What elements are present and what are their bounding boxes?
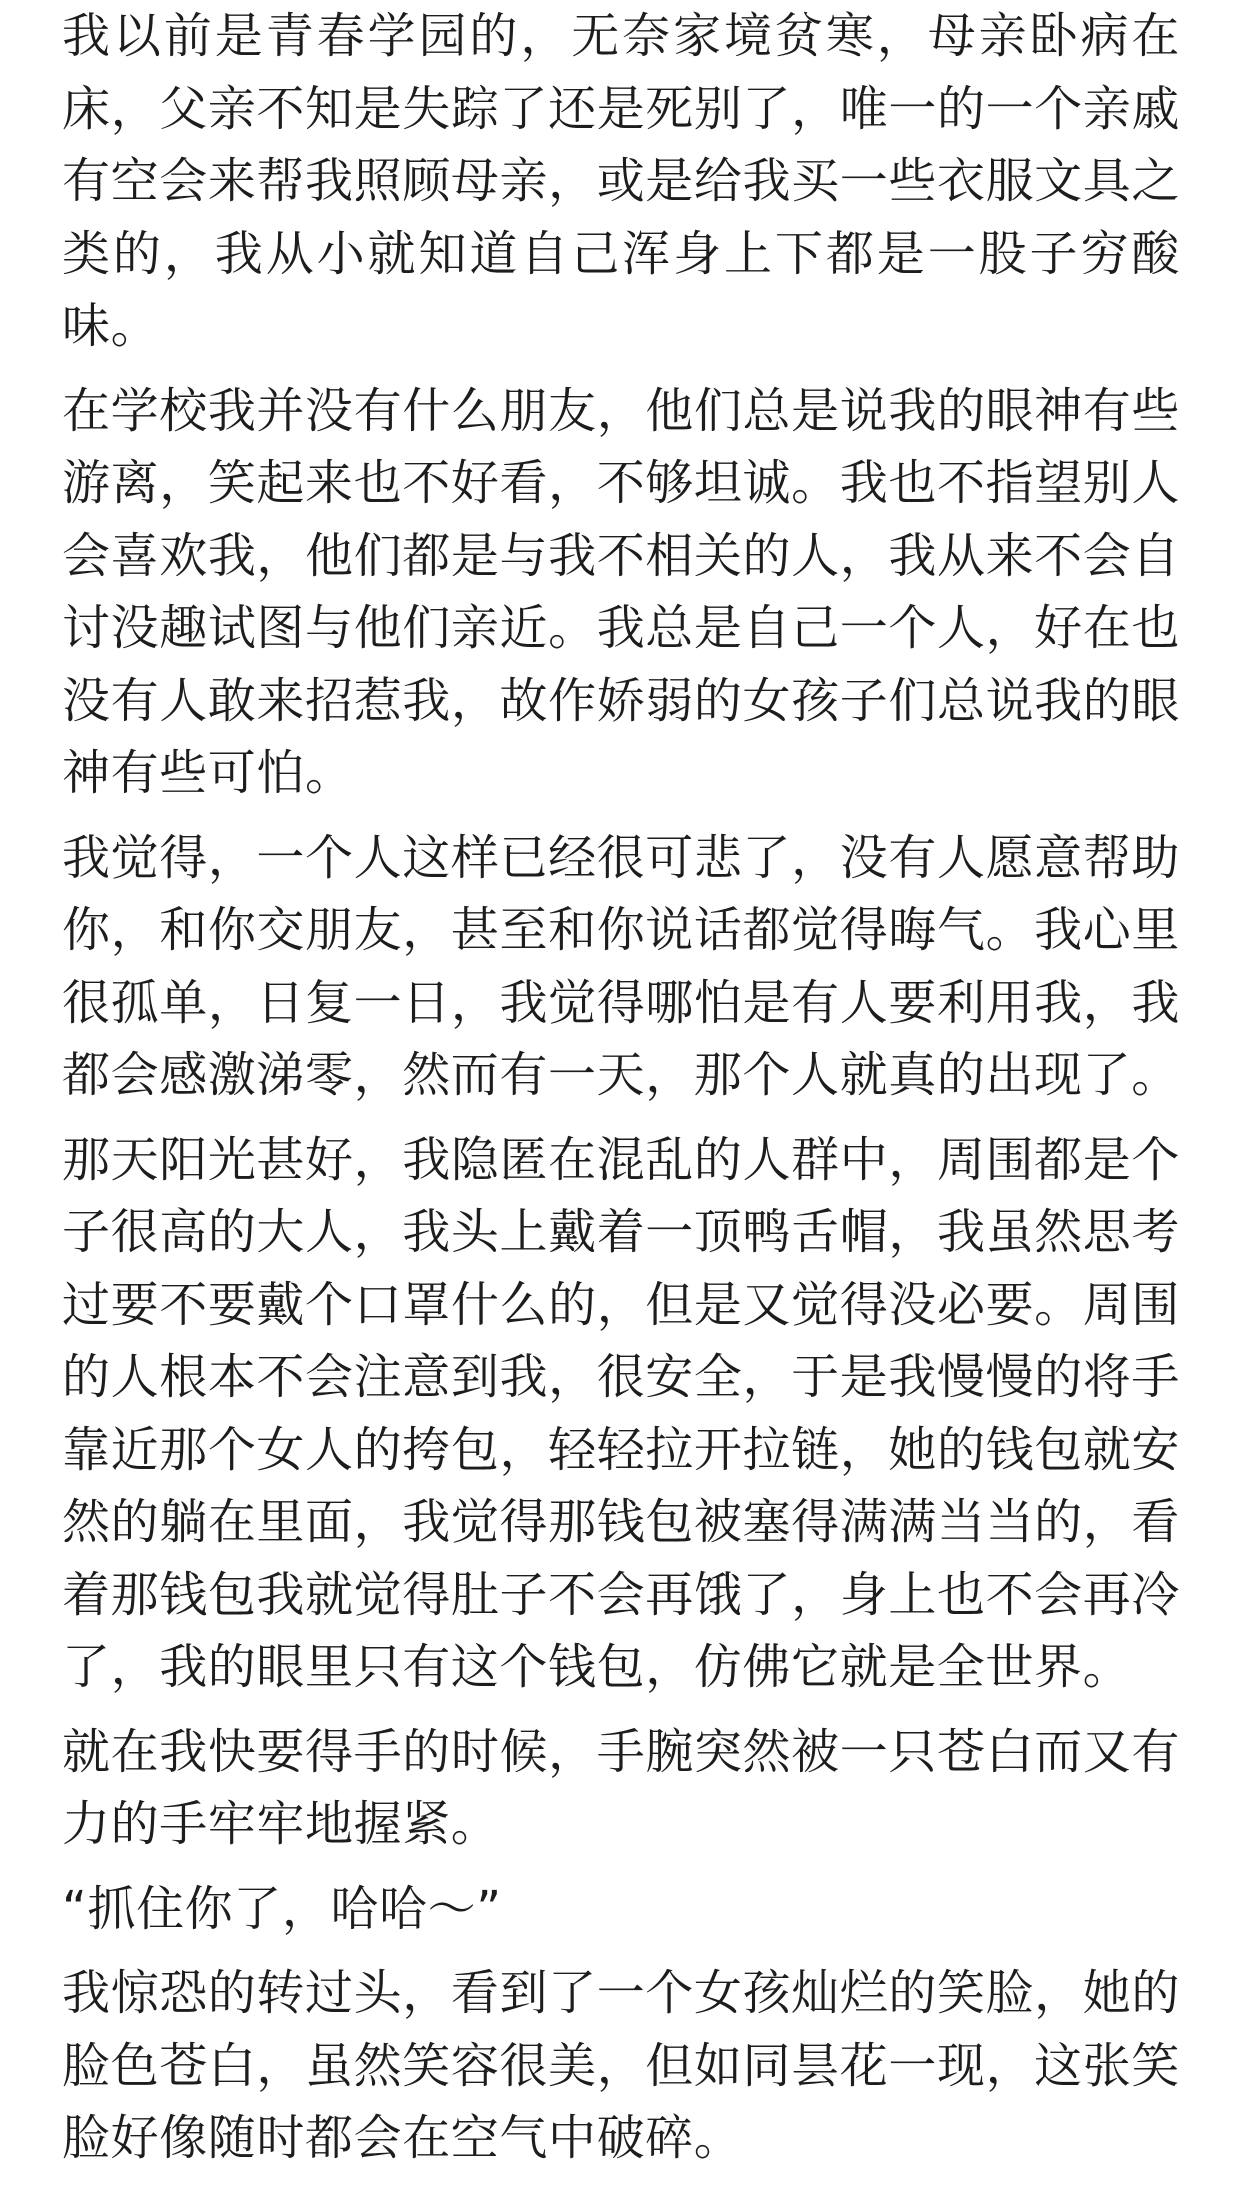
paragraph-6-dialogue: “抓住你了，哈哈～” [62, 1880, 502, 1937]
paragraph-7: 我惊恐的转过头，看到了一个女孩灿烂的笑脸，她的脸色苍白，虽然笑容很美，但如同昙花一现，这张笑脸好像随时都会在空气中破碎。 [62, 1965, 1180, 2166]
paragraph-5: 就在我快要得手的时候，手腕突然被一只苍白而又有力的手牢牢地握紧。 [62, 1723, 1180, 1852]
paragraph-4: 那天阳光甚好，我隐匿在混乱的人群中，周围都是个子很高的大人，我头上戴着一顶鸭舌帽，我虽然思考过要不要戴个口罩什么的，但是又觉得没必要。周围的人根本不会注意到我，很安全，于是我慢慢的将手靠近那个女人的挎包，轻轻拉开拉链，她的钱包就安然的躺在里面，我觉得那钱包被塞得满满当当的，看着那钱包我就觉得肚子不会再饿了，身上也不会再冷了，我的眼里只有这个钱包，仿佛它就是全世界。 [62, 1131, 1180, 1695]
paragraph-3: 我觉得，一个人这样已经很可悲了，没有人愿意帮助你，和你交朋友，甚至和你说话都觉得晦气。我心里很孤单，日复一日，我觉得哪怕是有人要利用我，我都会感激涕零，然而有一天，那个人就真的出现了。 [62, 829, 1180, 1103]
paragraph-2: 在学校我并没有什么朋友，他们总是说我的眼神有些游离，笑起来也不好看，不够坦诚。我也不指望别人会喜欢我，他们都是与我不相关的人，我从来不会自讨没趣试图与他们亲近。我总是自己一个人，好在也没有人敢来招惹我，故作娇弱的女孩子们总说我的眼神有些可怕。 [62, 382, 1180, 801]
paragraph-1: 我以前是青春学园的，无奈家境贫寒，母亲卧病在床，父亲不知是失踪了还是死别了，唯一的一个亲戚有空会来帮我照顾母亲，或是给我买一些衣服文具之类的，我从小就知道自己浑身上下都是一股子穷酸味。 [62, 8, 1180, 354]
